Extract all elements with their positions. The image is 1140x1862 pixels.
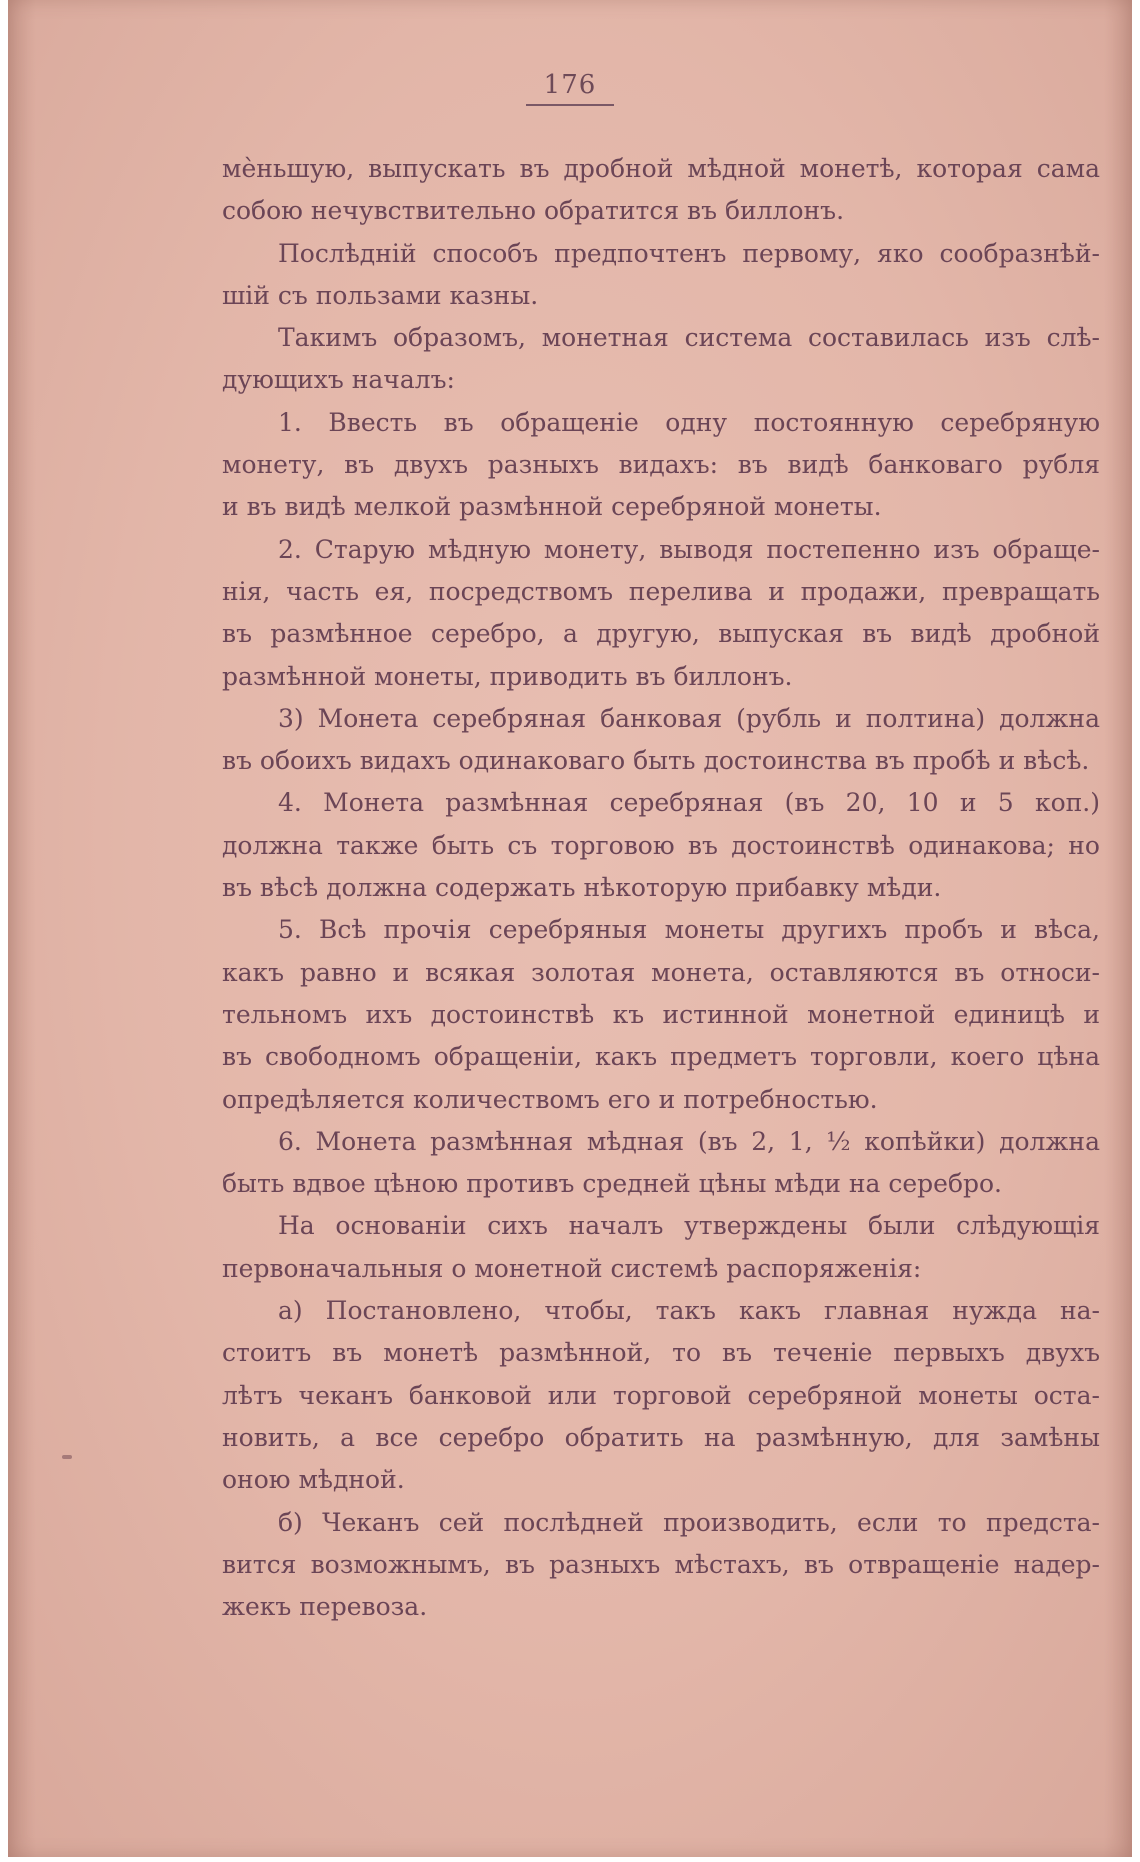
- ink-smudge: [62, 1455, 72, 1459]
- text-line: собою нечувствительно обратится въ биллонъ.: [222, 196, 845, 226]
- text-line: б) Чеканъ сей послѣдней производить, если то предста-: [278, 1507, 1100, 1537]
- text-line: Послѣдній способъ предпочтенъ первому, яко сообразнѣй-: [278, 238, 1100, 268]
- text-line: новить, а все серебро обратить на размѣнную, для замѣны: [222, 1422, 1100, 1452]
- book-page: [8, 0, 1132, 1857]
- page-number: 176: [526, 70, 615, 106]
- body-text: [222, 148, 1100, 1628]
- text-line: вится возможнымъ, въ разныхъ мѣстахъ, въ отвращеніе надер-: [222, 1549, 1100, 1579]
- text-line: 3) Монета серебряная банковая (рубль и полтина) должна: [278, 703, 1100, 733]
- text-line: въ свободномъ обращеніи, какъ предметъ торговли, коего цѣна: [222, 1042, 1100, 1072]
- text-line: размѣнной монеты, приводить въ биллонъ.: [222, 661, 793, 691]
- text-line: дующихъ началъ:: [222, 365, 455, 395]
- text-line: шій съ пользами казны.: [222, 280, 539, 310]
- text-line: и въ видѣ мелкой размѣнной серебряной монеты.: [222, 492, 882, 522]
- text-line: монету, въ двухъ разныхъ видахъ: въ видѣ банковаго рубля: [222, 450, 1100, 480]
- text-line: оною мѣдной.: [222, 1465, 405, 1495]
- text-line: 6. Монета размѣнная мѣдная (въ 2, 1, ½ копѣйки) должна: [278, 1126, 1100, 1156]
- text-line: стоитъ въ монетѣ размѣнной, то въ теченіе первыхъ двухъ: [222, 1338, 1100, 1368]
- text-line: 5. Всѣ прочія серебряныя монеты другихъ пробъ и вѣса,: [278, 915, 1100, 945]
- text-line: первоначальныя о монетной системѣ распоряженія:: [222, 1253, 922, 1283]
- text-line: нія, часть ея, посредствомъ перелива и продажи, превращать: [222, 576, 1100, 606]
- text-line: опредѣляется количествомъ его и потребностью.: [222, 1084, 878, 1114]
- text-line: тельномъ ихъ достоинствѣ къ истинной монетной единицѣ и: [222, 999, 1100, 1029]
- text-line: мѐньшую, выпускать въ дробной мѣдной монетѣ, которая сама: [222, 154, 1100, 183]
- text-line: должна также быть съ торговою въ достоинствѣ одинакова; но: [222, 830, 1100, 860]
- text-line: въ размѣнное серебро, а другую, выпуская въ видѣ дробной: [222, 619, 1100, 649]
- text-line: лѣтъ чеканъ банковой или торговой серебряной монеты оста-: [222, 1380, 1100, 1410]
- text-line: въ обоихъ видахъ одинаковаго быть достоинства въ пробѣ и вѣсѣ.: [222, 746, 1090, 776]
- text-line: быть вдвое цѣною противъ средней цѣны мѣди на серебро.: [222, 1169, 1002, 1199]
- text-line: Такимъ образомъ, монетная система составилась изъ слѣ-: [278, 323, 1100, 353]
- text-line: жекъ перевоза.: [222, 1592, 428, 1622]
- text-line: какъ равно и всякая золотая монета, оставляются въ относи-: [222, 957, 1100, 987]
- text-line: 1. Ввесть въ обращеніе одну постоянную серебряную: [278, 407, 1100, 437]
- text-line: На основаніи сихъ началъ утверждены были слѣдующія: [278, 1211, 1100, 1241]
- text-line: а) Постановлено, чтобы, такъ какъ главная нужда на-: [278, 1296, 1100, 1326]
- text-line: 4. Монета размѣнная серебряная (въ 20, 10 и 5 коп.): [278, 788, 1100, 818]
- text-line: въ вѣсѣ должна содержать нѣкоторую прибавку мѣди.: [222, 873, 942, 903]
- text-line: 2. Старую мѣдную монету, выводя постепенно изъ обраще-: [278, 534, 1100, 564]
- page-header: [8, 70, 1132, 106]
